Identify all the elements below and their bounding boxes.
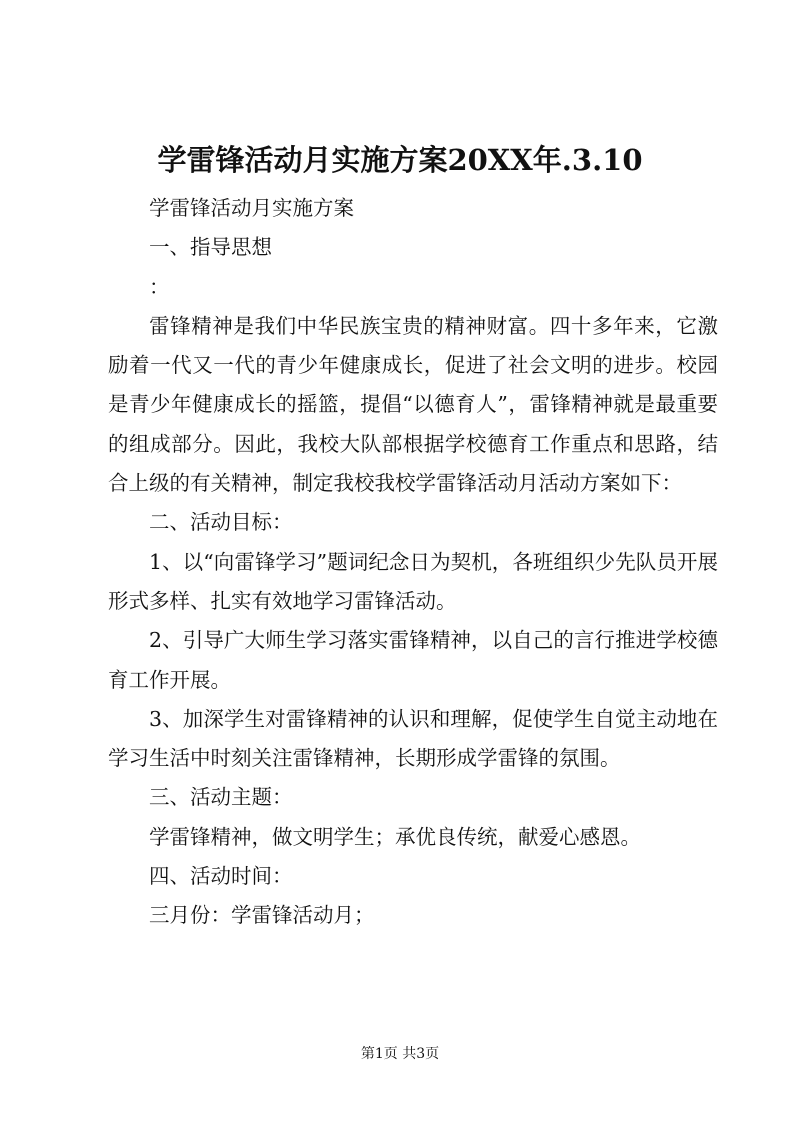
list-item-goal-2: 2、引导广大师生学习落实雷锋精神，以自己的言行推进学校德育工作开展。 [108,628,718,692]
heading-guiding-ideology: 一、指导思想 [149,235,272,260]
heading-activity-goals: 二、活动目标： [149,510,293,535]
document-body [108,189,718,936]
paragraph-lei-feng-spirit: 雷锋精神是我们中华民族宝贵的精神财富。四十多年来，它激励着一代又一代的青少年健康成长，促进了社会文明的进步。校园是青少年健康成长的摇篮，提倡“以德育人”，雷锋精神就是最重要的组成部分。因此，我校大队部根据学校德育工作重点和思路，结合上级的有关精神，制定我校我校学雷锋活动月活动方案如下： [108,313,718,496]
paragraph-time: 三月份：学雷锋活动月； [149,903,375,928]
heading-activity-theme: 三、活动主题： [149,785,293,810]
paragraph-subtitle: 学雷锋活动月实施方案 [149,196,354,220]
paragraph-theme: 学雷锋精神，做文明学生；承优良传统，献爱心感恩。 [149,824,641,849]
heading-activity-time: 四、活动时间： [149,864,293,889]
document-title: 学雷锋活动月实施方案20XX年.3.10 [157,143,643,177]
paragraph-colon: ： [149,274,170,299]
page-number: 第1页 共3页 [360,1046,440,1062]
list-item-goal-3: 3、加深学生对雷锋精神的认识和理解，促使学生自觉主动地在学习生活中时刻关注雷锋精神，长期形成学雷锋的氛围。 [108,706,718,771]
list-item-goal-1: 1、以“向雷锋学习”题词纪念日为契机，各班组织少先队员开展形式多样、扎实有效地学习雷锋活动。 [108,549,718,613]
